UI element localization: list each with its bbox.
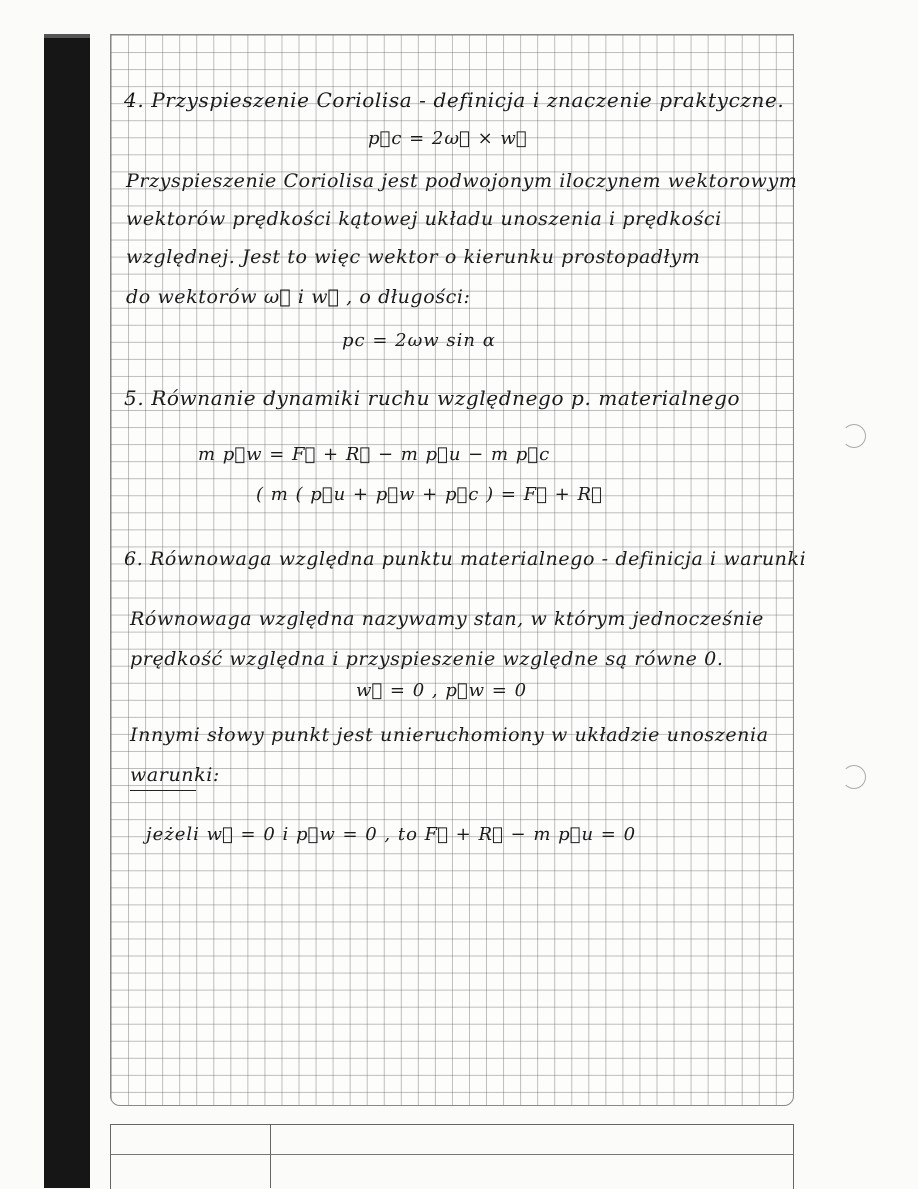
equilibrium-condition: w⃗ = 0 , p⃗w = 0	[356, 680, 528, 701]
section-6-body-line: Równowaga względna nazywamy stan, w którym jednocześnie	[130, 608, 764, 630]
binding-strip	[44, 38, 90, 1188]
section-4-body-line: względnej. Jest to więc wektor o kierunku prostopadłym	[126, 246, 701, 268]
punch-hole-upper	[842, 424, 866, 448]
coriolis-magnitude: pc = 2ωw sin α	[342, 330, 496, 351]
section-4-body-line: do wektorów ω⃗ i w⃗ , o długości:	[126, 286, 471, 308]
section-4-heading: 4. Przyspieszenie Coriolisa - definicja i znaczenie praktyczne.	[124, 88, 785, 112]
dynamics-equation-alt: ( m ( p⃗u + p⃗w + p⃗c ) = F⃗ + R⃗	[256, 484, 603, 505]
conditions-underline	[130, 790, 196, 791]
footer-table	[110, 1124, 794, 1189]
section-5-heading: 5. Równanie dynamiki ruchu względnego p. materialnego	[124, 386, 741, 410]
graph-paper	[110, 34, 794, 1106]
punch-hole-lower	[842, 765, 866, 789]
section-6-other-words: Innymi słowy punkt jest unieruchomiony w układzie unoszenia	[130, 724, 769, 746]
conditions-label: warunki:	[130, 764, 220, 786]
coriolis-formula: p⃗c = 2ω⃗ × w⃗	[368, 128, 528, 149]
conditions-equation: jeżeli w⃗ = 0 i p⃗w = 0 , to F⃗ + R⃗ − m p⃗u = 0	[146, 824, 637, 845]
footer-table-divider	[270, 1124, 271, 1188]
section-6-heading: 6. Równowaga względna punktu materialnego - definicja i warunki	[124, 548, 807, 570]
section-4-body-line: wektorów prędkości kątowej układu unoszenia i prędkości	[126, 208, 722, 230]
section-6-body-line: prędkość względna i przyspieszenie względne są równe 0.	[130, 648, 724, 670]
dynamics-equation: m p⃗w = F⃗ + R⃗ − m p⃗u − m p⃗c	[198, 444, 551, 465]
section-4-body-line: Przyspieszenie Coriolisa jest podwojonym iloczynem wektorowym	[126, 170, 798, 192]
